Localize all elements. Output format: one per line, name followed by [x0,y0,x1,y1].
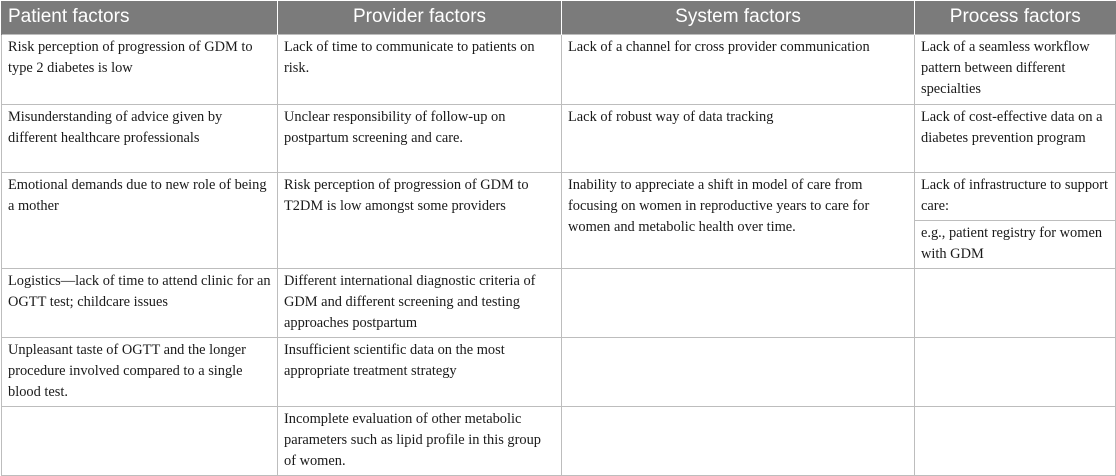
cell-process: Lack of a seamless workflow pattern between different specialties [915,34,1116,104]
header-row [2,1,1116,34]
factors-table [1,1,1116,476]
cell-process [915,337,1116,406]
cell-system [562,337,915,406]
cell-patient [2,406,278,475]
cell-patient: Unpleasant taste of OGTT and the longer procedure involved compared to a single blood test. [2,337,278,406]
table-row [2,268,1116,337]
header-provider-factors: Provider factors [278,1,562,34]
table-row [2,337,1116,406]
cell-patient: Logistics—lack of time to attend clinic for an OGTT test; childcare issues [2,268,278,337]
cell-process-sub: e.g., patient registry for women with GDM [915,220,1116,268]
cell-process [915,268,1116,337]
header-patient-factors: Patient factors [2,1,278,34]
cell-process: Lack of cost-effective data on a diabetes prevention program [915,104,1116,172]
table-row [2,104,1116,172]
table-row [2,172,1116,220]
cell-provider: Lack of time to communicate to patients on risk. [278,34,562,104]
table-row [2,406,1116,475]
table-row [2,34,1116,104]
cell-provider: Unclear responsibility of follow-up on postpartum screening and care. [278,104,562,172]
cell-provider: Risk perception of progression of GDM to T2DM is low amongst some providers [278,172,562,268]
cell-system: Lack of a channel for cross provider communication [562,34,915,104]
cell-system [562,406,915,475]
cell-provider: Insufficient scientific data on the most appropriate treatment strategy [278,337,562,406]
cell-system: Lack of robust way of data tracking [562,104,915,172]
header-system-factors: System factors [562,1,915,34]
cell-process: Lack of infrastructure to support care: [915,172,1116,220]
cell-provider: Different international diagnostic criteria of GDM and different screening and testing approaches postpartum [278,268,562,337]
cell-process [915,406,1116,475]
cell-patient: Emotional demands due to new role of being a mother [2,172,278,268]
cell-patient: Misunderstanding of advice given by different healthcare professionals [2,104,278,172]
cell-system [562,268,915,337]
cell-provider: Incomplete evaluation of other metabolic parameters such as lipid profile in this group of women. [278,406,562,475]
cell-system: Inability to appreciate a shift in model of care from focusing on women in reproductive years to care for women and metabolic health over time. [562,172,915,268]
cell-patient: Risk perception of progression of GDM to type 2 diabetes is low [2,34,278,104]
header-process-factors: Process factors [915,1,1116,34]
